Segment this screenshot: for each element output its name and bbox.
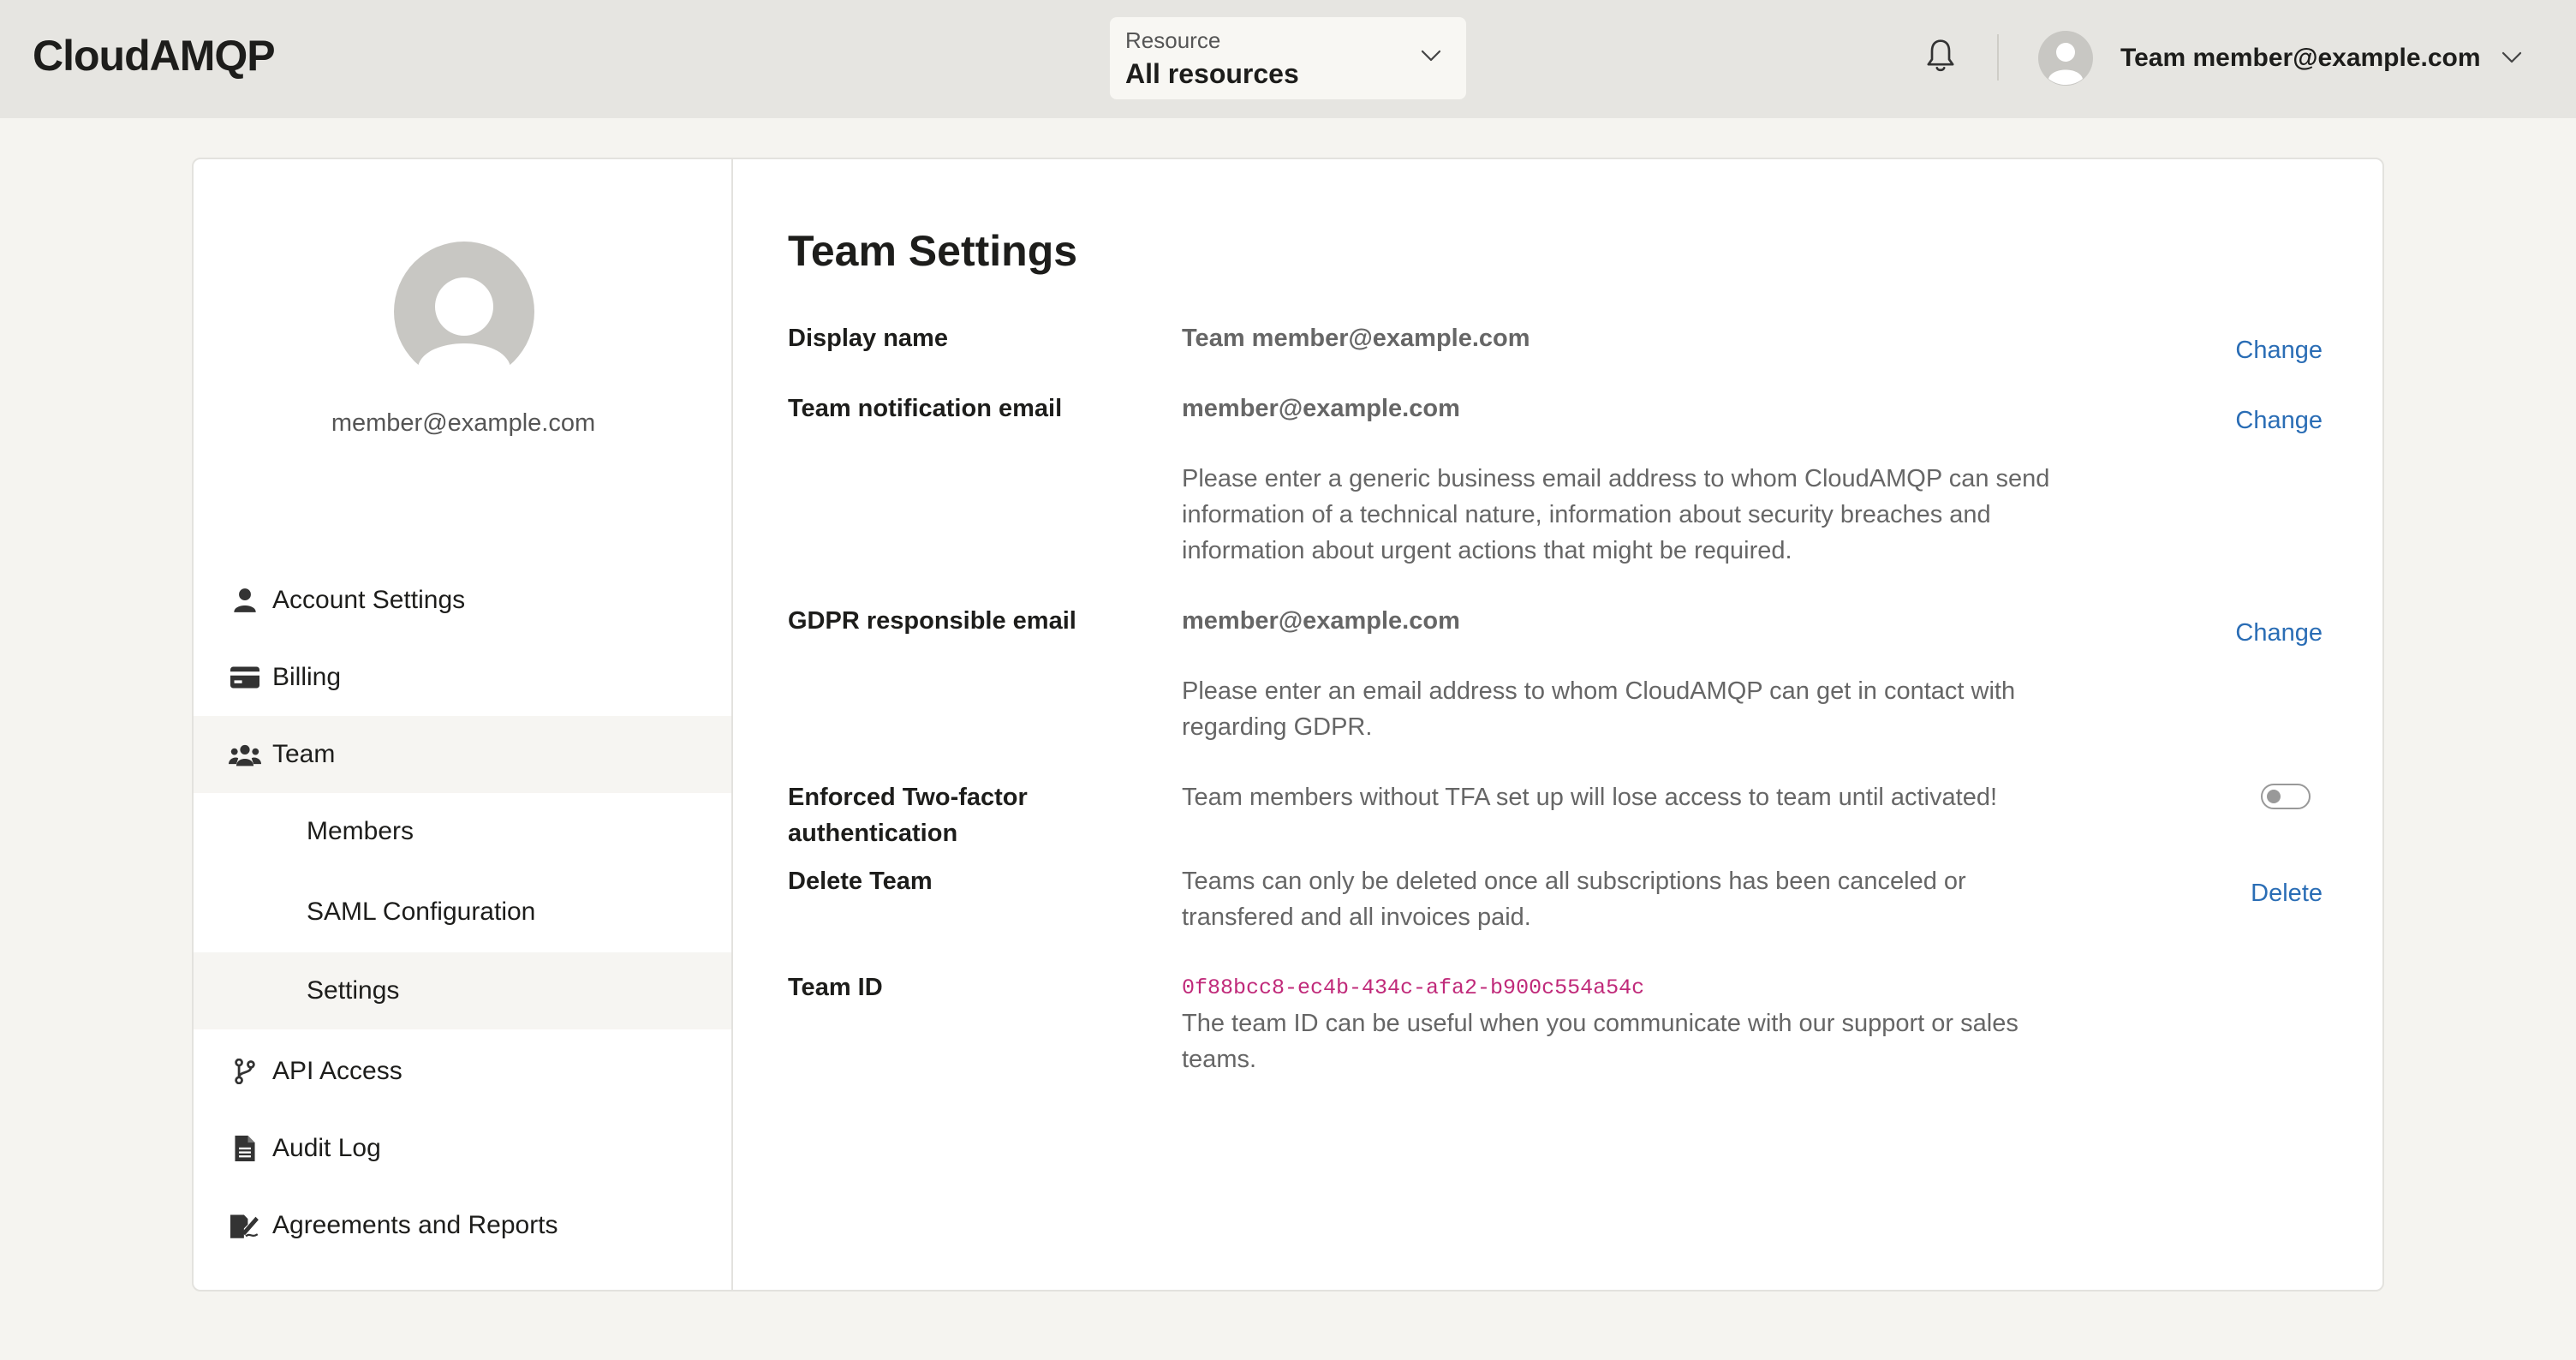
user-name[interactable]: Team member@example.com bbox=[2120, 44, 2481, 72]
sidebar-item-label: Settings bbox=[307, 976, 400, 1005]
change-notification-email-button[interactable]: Change bbox=[2235, 407, 2323, 434]
settings-card bbox=[192, 158, 2384, 1291]
delete-team-button[interactable]: Delete bbox=[2251, 880, 2323, 907]
team-id-value: 0f88bcc8-ec4b-434c-afa2-b900c554a54c bbox=[1182, 975, 1645, 1000]
sidebar-item-settings[interactable] bbox=[194, 952, 731, 1029]
bell-icon[interactable] bbox=[1923, 38, 1958, 75]
display-name-value: Team member@example.com bbox=[1182, 325, 1530, 352]
gdpr-email-label: GDPR responsible email bbox=[788, 607, 1076, 635]
sidebar-item-saml-configuration[interactable] bbox=[194, 874, 731, 951]
change-display-name-button[interactable]: Change bbox=[2235, 337, 2323, 364]
chevron-down-icon bbox=[1418, 43, 1444, 69]
user-avatar[interactable] bbox=[2038, 31, 2093, 86]
users-icon bbox=[228, 743, 262, 766]
tfa-toggle[interactable] bbox=[2261, 784, 2311, 809]
toggle-knob bbox=[2267, 790, 2281, 803]
sidebar-item-label: Team bbox=[272, 740, 336, 768]
sidebar-email: member@example.com bbox=[331, 409, 596, 437]
sidebar-item-account-settings[interactable] bbox=[194, 562, 731, 639]
sidebar-item-label: Audit Log bbox=[272, 1134, 381, 1162]
page-title: Team Settings bbox=[788, 227, 1078, 275]
sidebar-item-members[interactable] bbox=[194, 793, 731, 870]
code-branch-icon bbox=[228, 1059, 262, 1084]
header-divider bbox=[1997, 34, 1999, 81]
profile-avatar bbox=[394, 242, 534, 382]
top-bar bbox=[0, 0, 2576, 118]
delete-team-description: Teams can only be deleted once all subscriptions has been canceled or transfered and all invoices paid. bbox=[1182, 868, 1966, 931]
resource-label: Resource bbox=[1125, 27, 1221, 53]
sidebar-item-label: Members bbox=[307, 817, 414, 845]
notification-email-description: Please enter a generic business email address to whom CloudAMQP can send information of a technical nature, information about security breaches and information about urgent actions that might be required. bbox=[1182, 465, 2050, 564]
main-content bbox=[733, 159, 2382, 1290]
resource-selector[interactable] bbox=[1110, 17, 1466, 99]
sidebar-item-label: API Access bbox=[272, 1057, 402, 1085]
chevron-down-icon[interactable] bbox=[2499, 45, 2525, 70]
sidebar-item-team[interactable] bbox=[194, 716, 731, 793]
sidebar-item-label: Agreements and Reports bbox=[272, 1211, 558, 1239]
tfa-description: Team members without TFA set up will lose access to team until activated! bbox=[1182, 784, 1998, 811]
logo[interactable]: CloudAMQP bbox=[33, 32, 275, 80]
signature-icon bbox=[228, 1213, 262, 1238]
team-id-description: The team ID can be useful when you communicate with our support or sales teams. bbox=[1182, 1010, 2018, 1073]
user-icon bbox=[228, 588, 262, 613]
notification-email-value: member@example.com bbox=[1182, 395, 1460, 422]
credit-card-icon bbox=[228, 666, 262, 689]
change-gdpr-email-button[interactable]: Change bbox=[2235, 619, 2323, 647]
sidebar-item-label: Account Settings bbox=[272, 586, 466, 614]
sidebar-item-agreements-and-reports[interactable] bbox=[194, 1187, 731, 1264]
notification-email-label: Team notification email bbox=[788, 395, 1063, 422]
tfa-label: Enforced Two-factor authentication bbox=[788, 784, 1028, 847]
sidebar bbox=[194, 159, 733, 1290]
delete-team-label: Delete Team bbox=[788, 868, 933, 895]
gdpr-email-description: Please enter an email address to whom CloudAMQP can get in contact with regarding GDPR. bbox=[1182, 677, 2016, 741]
sidebar-item-api-access[interactable] bbox=[194, 1033, 731, 1110]
gdpr-email-value: member@example.com bbox=[1182, 607, 1460, 635]
sidebar-item-audit-log[interactable] bbox=[194, 1110, 731, 1187]
sidebar-item-label: SAML Configuration bbox=[307, 898, 536, 926]
team-id-label: Team ID bbox=[788, 974, 883, 1001]
resource-value: All resources bbox=[1125, 58, 1299, 89]
file-icon bbox=[228, 1136, 262, 1161]
sidebar-item-billing[interactable] bbox=[194, 639, 731, 716]
sidebar-item-label: Billing bbox=[272, 663, 342, 691]
display-name-label: Display name bbox=[788, 325, 948, 352]
